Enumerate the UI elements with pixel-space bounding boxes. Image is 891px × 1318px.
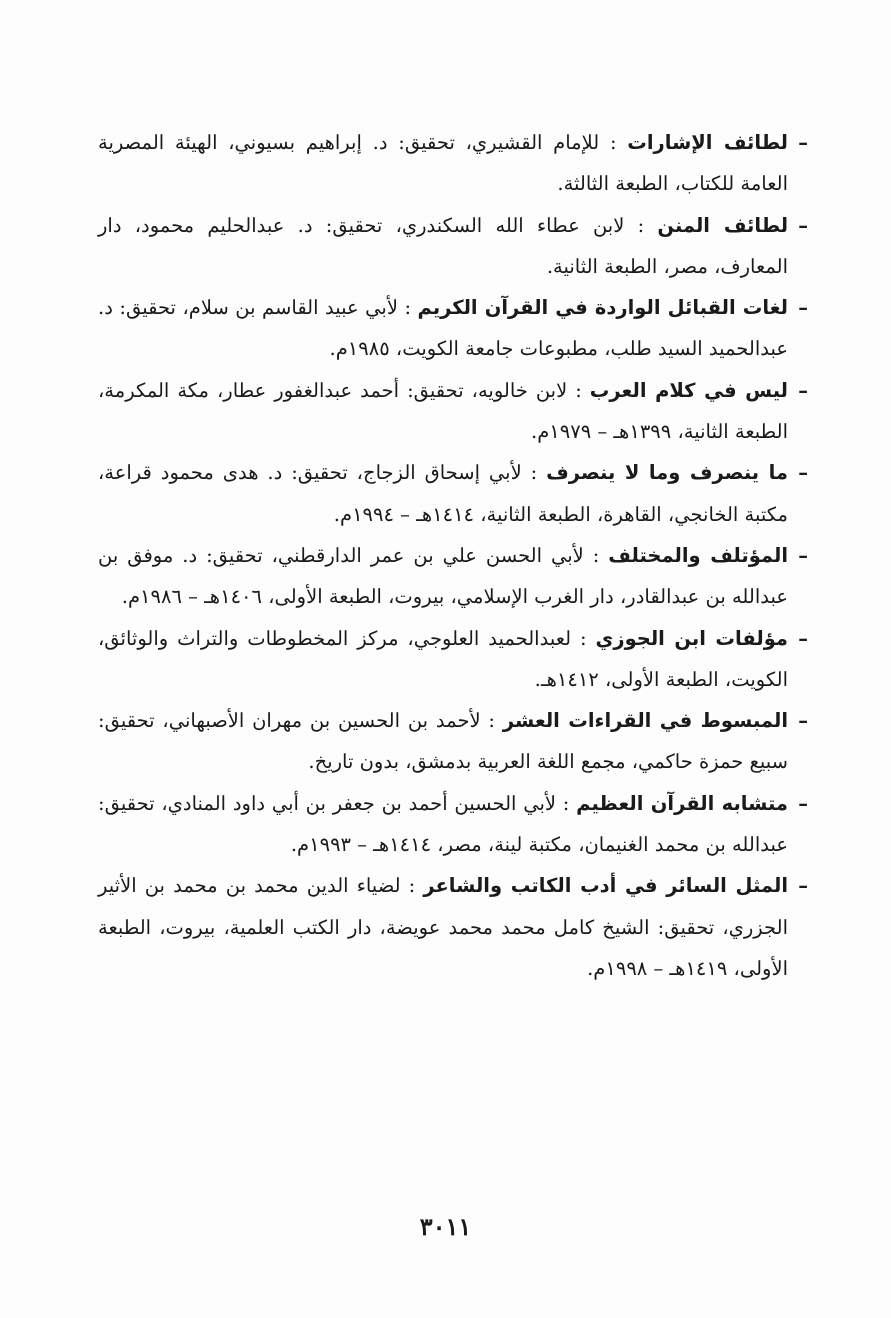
entry-title: لطائف المنن (657, 213, 789, 237)
entry-title: مؤلفات ابن الجوزي (595, 626, 788, 650)
bibliography-entry (98, 122, 808, 205)
bibliography-entry (98, 452, 808, 535)
bibliography-entry (98, 535, 808, 618)
bibliography-entry (98, 700, 808, 783)
bibliography-entry (98, 370, 808, 453)
entry-dash: – (798, 131, 808, 154)
entry-dash: – (798, 296, 808, 320)
entry-details: : لأبي عبيد القاسم بن سلام، تحقيق: د. عبدالحميد السيد طلب، مطبوعات جامعة الكويت، ١٩٨٥م. (98, 296, 788, 361)
bibliography-list (98, 122, 808, 989)
entry-dash: – (798, 791, 808, 815)
entry-title: متشابه القرآن العظيم (576, 791, 788, 815)
entry-details: : لعبدالحميد العلوجي، مركز المخطوطات والتراث والوثائق، الكويت، الطبعة الأولى، ١٤١٢هـ. (98, 626, 788, 691)
entry-dash: – (798, 543, 808, 567)
entry-details: : لأبي إسحاق الزجاج، تحقيق: د. هدى محمود قراعة، مكتبة الخانجي، القاهرة، الطبعة الثانية، ١٤١٤هـ – ١٩٩٤م. (98, 461, 788, 526)
bibliography-entry (98, 783, 808, 866)
entry-title: ما ينصرف وما لا ينصرف (546, 461, 788, 485)
entry-details: : لضياء الدين محمد بن محمد بن الأثير الجزري، تحقيق: الشيخ كامل محمد محمد عويضة، دار الكتب العلمية، بيروت، الطبعة الأولى، ١٤١٩هـ – ١٩٩٨م. (98, 874, 788, 980)
entry-title: المثل السائر في أدب الكاتب والشاعر (423, 874, 788, 898)
entry-dash: – (798, 461, 808, 485)
entry-dash: – (798, 874, 808, 898)
entry-details: : لابن عطاء الله السكندري، تحقيق: د. عبدالحليم محمود، دار المعارف، مصر، الطبعة الثانية. (98, 213, 788, 278)
entry-details: : لابن خالويه، تحقيق: أحمد عبدالغفور عطار، مكة المكرمة، الطبعة الثانية، ١٣٩٩هـ – ١٩٧٩م. (98, 378, 788, 444)
bibliography-entry (98, 287, 808, 370)
entry-title: لطائف الإشارات (627, 131, 789, 154)
entry-details: : لأبي الحسين أحمد بن جعفر بن أبي داود المنادي، تحقيق: عبدالله بن محمد الغنيمان، مكتبة لينة، مصر، ١٤١٤هـ – ١٩٩٣م. (98, 791, 788, 857)
bibliography-entry (98, 865, 808, 989)
entry-title: المبسوط في القراءات العشر (502, 709, 789, 733)
bibliography-entry (98, 618, 808, 701)
entry-title: لغات القبائل الواردة في القرآن الكريم (417, 296, 788, 320)
entry-details: : للإمام القشيري، تحقيق: د. إبراهيم بسيوني، الهيئة المصرية العامة للكتاب، الطبعة الثالثة. (98, 131, 788, 196)
entry-dash: – (798, 709, 808, 733)
entry-dash: – (798, 626, 808, 650)
entry-details: : لأبي الحسن علي بن عمر الدارقطني، تحقيق: د. موفق بن عبدالله بن عبدالقادر، دار الغرب الإسلامي، بيروت، الطبعة الأولى، ١٤٠٦هـ – ١٩٨٦م. (98, 543, 788, 609)
bibliography-entry (98, 205, 808, 288)
entry-dash: – (798, 213, 808, 237)
entry-title: المؤتلف والمختلف (608, 543, 789, 567)
page-number: ٣٠١١ (419, 1212, 472, 1241)
entry-details: : لأحمد بن الحسين بن مهران الأصبهاني، تحقيق: سبيع حمزة حاكمي، مجمع اللغة العربية بدمشق، بدون تاريخ. (98, 709, 788, 774)
entry-dash: – (798, 378, 808, 402)
entry-title: ليس في كلام العرب (589, 378, 789, 402)
